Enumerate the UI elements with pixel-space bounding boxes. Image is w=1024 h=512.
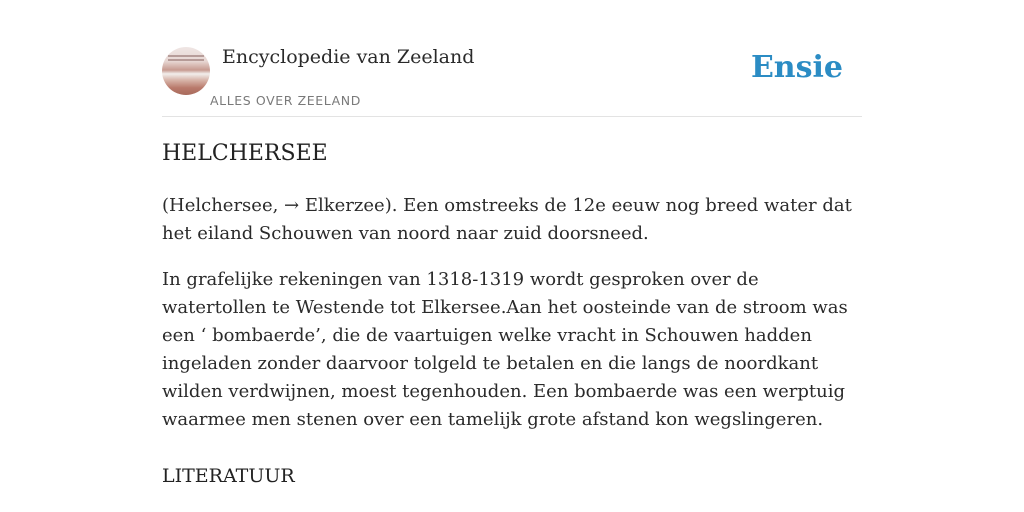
article-body (162, 138, 862, 490)
site-avatar[interactable] (162, 47, 210, 95)
article-paragraph: In grafelijke rekeningen van 1318-1319 wordt gesproken over de watertollen te Westende tot Elkersee.Aan het oosteinde van de stroom was een ‘ bombaerde’, die de vaartuigen welke vracht in Schouwen hadden ingeladen zonder daarvoor tolgeld te betalen en die langs de noordkant wilden verdwijnen, moest tegenhouden. Een bombaerde was een werptuig waarmee men stenen over een tamelijk grote afstand kon wegslingeren. (162, 269, 848, 430)
article-paragraph: (Helchersee, → Elkerzee). Een omstreeks de 12e eeuw nog breed water dat het eiland Schouwen van noord naar zuid doorsneed. (162, 195, 852, 244)
brand-logo-link[interactable]: Ensie (750, 50, 843, 85)
site-tagline: ALLES OVER ZEELAND (210, 93, 361, 108)
site-title-link[interactable]: Encyclopedie van Zeeland (222, 46, 475, 68)
avatar-stripe (168, 55, 204, 57)
page-container (162, 0, 862, 487)
site-header (162, 0, 862, 117)
avatar-stripe (168, 59, 204, 61)
article-title: HELCHERSEE (162, 141, 328, 166)
section-heading-literatuur: LITERATUUR (162, 465, 295, 487)
